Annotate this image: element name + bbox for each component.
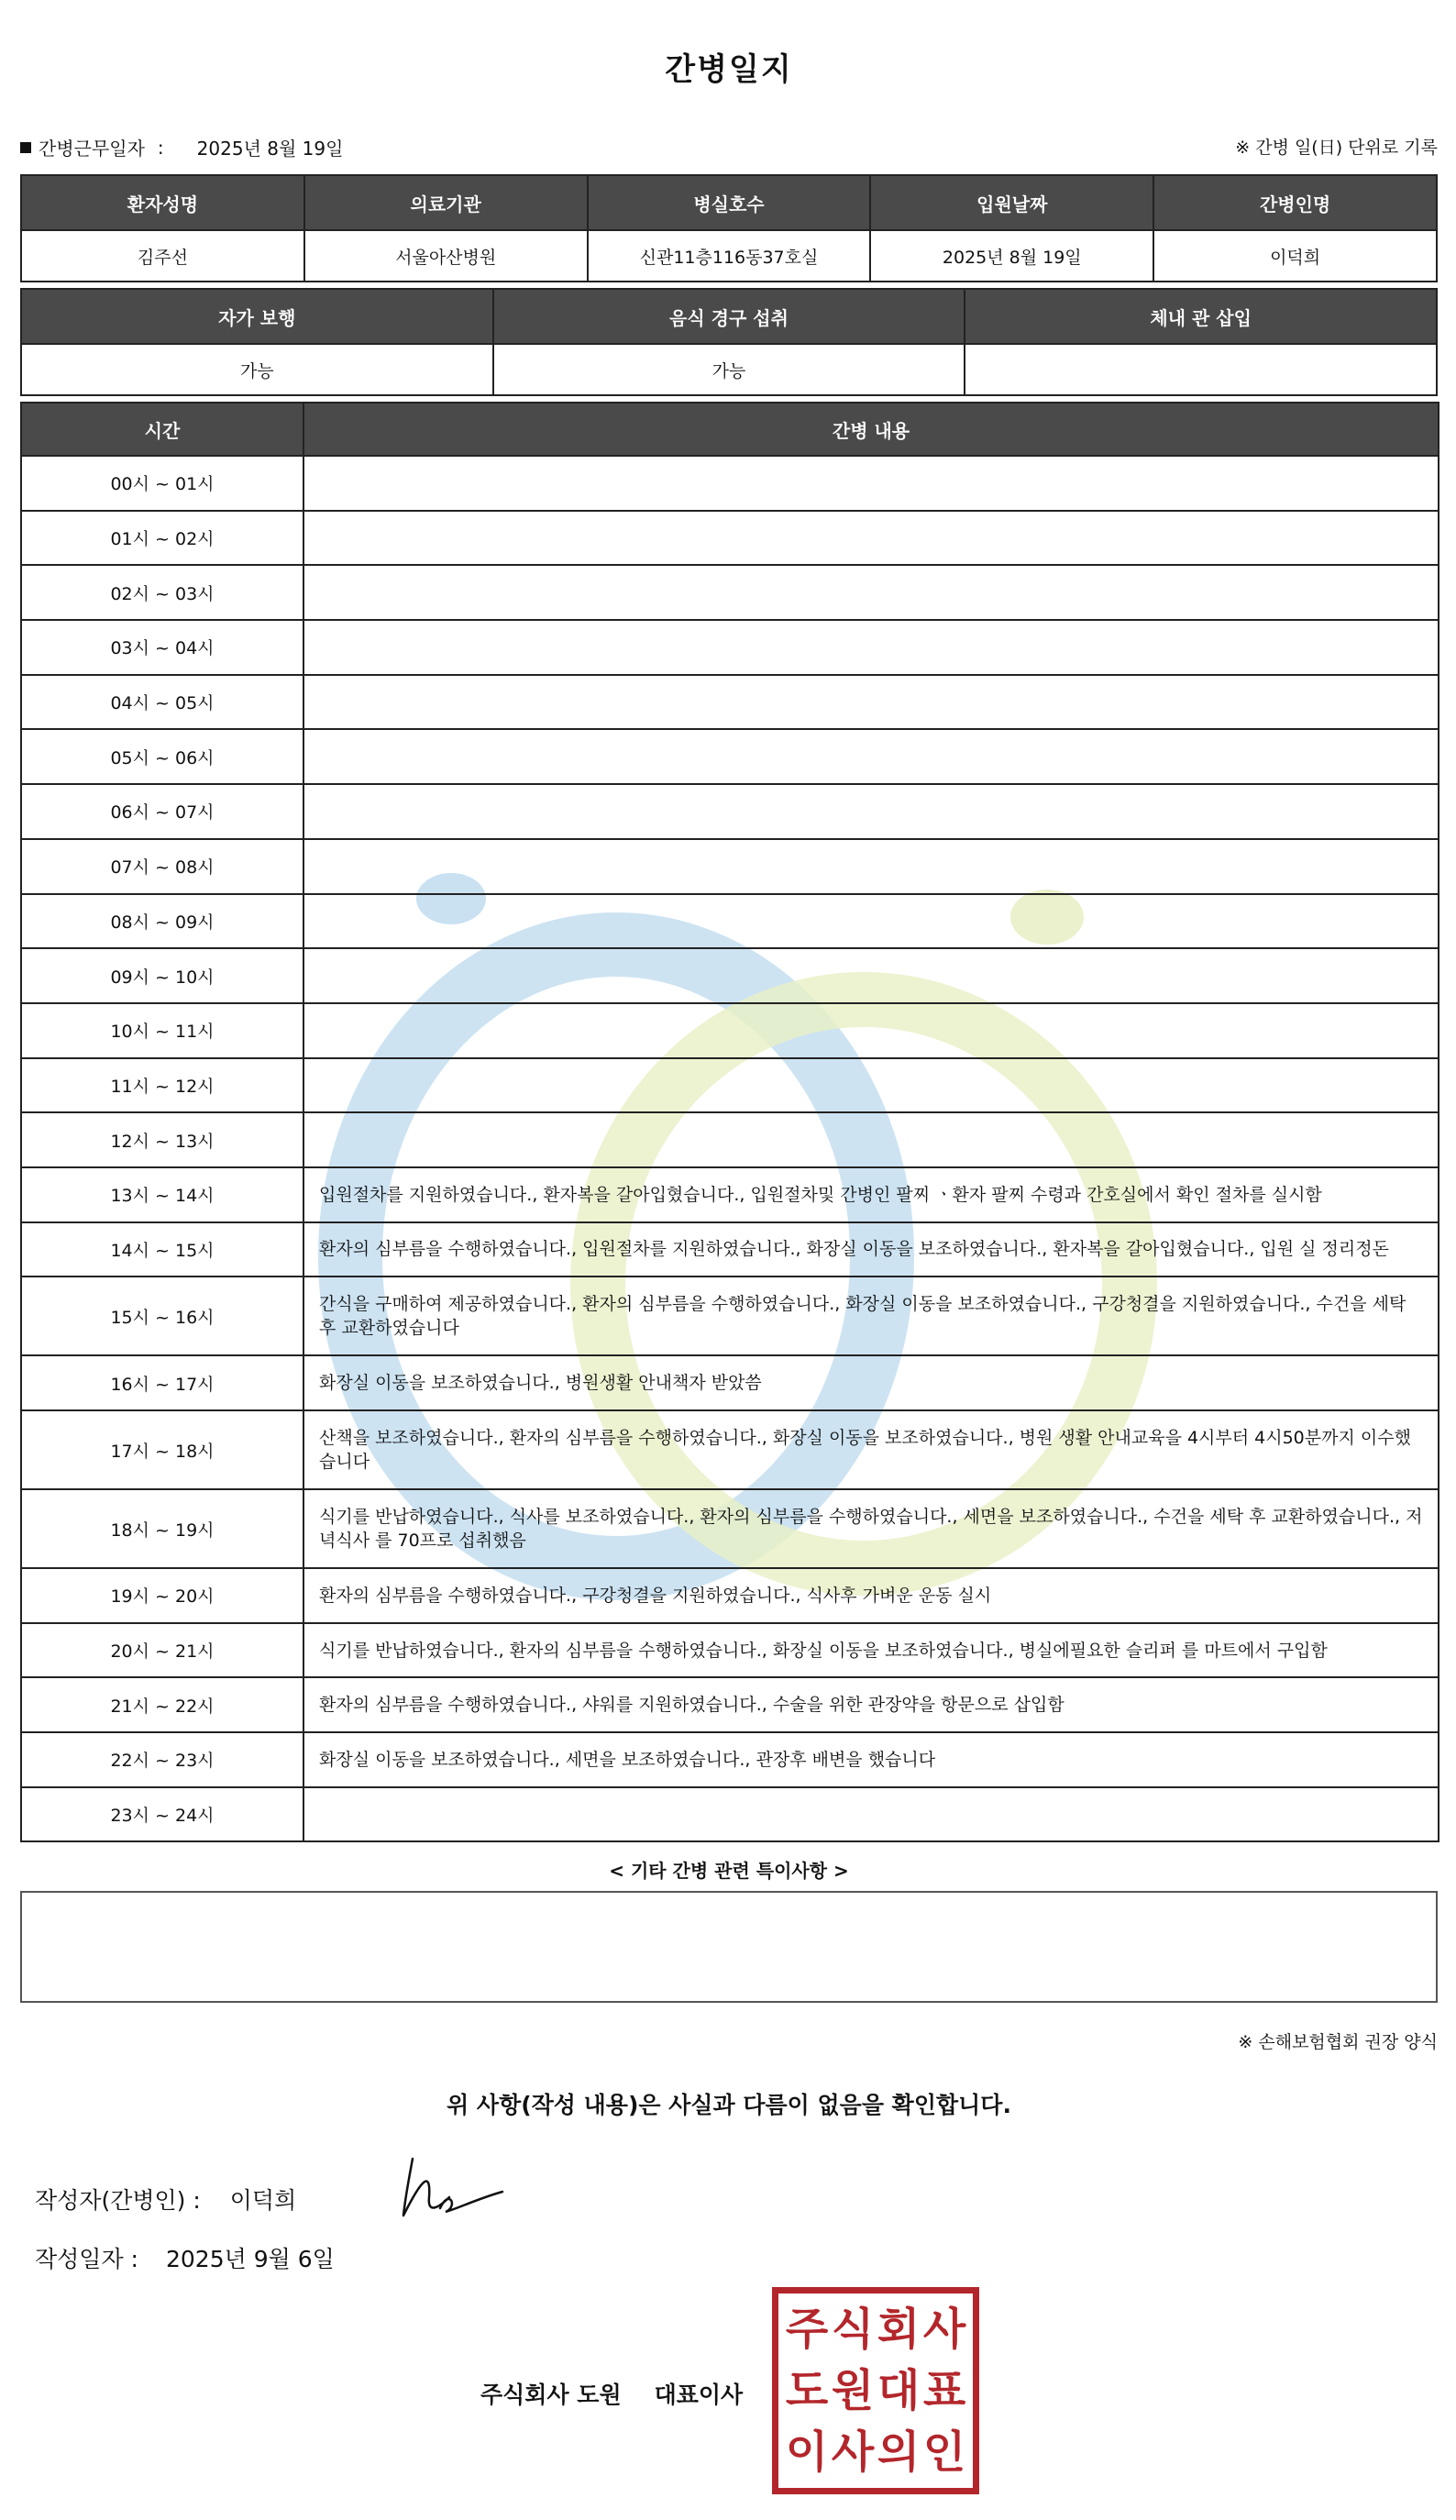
content-cell: 간식을 구매하여 제공하였습니다., 환자의 심부름을 수행하였습니다., 화장실 이동을 보조하였습니다., 구강청결을 지원하였습니다., 수건을 세탁 후 교환하였습니다: [303, 1277, 1439, 1355]
content-cell: [303, 839, 1439, 894]
time-cell: 14시 ~ 15시: [21, 1222, 303, 1277]
work-date-colon: :: [157, 136, 164, 159]
table-row: [21, 456, 1439, 511]
table-row: [21, 230, 1437, 282]
content-cell: [303, 894, 1439, 949]
patient-ability-table: [20, 288, 1438, 396]
time-cell: 13시 ~ 14시: [21, 1167, 303, 1222]
table-row: [21, 1167, 1439, 1222]
table-row: [21, 839, 1439, 894]
time-cell: 19시 ~ 20시: [21, 1568, 303, 1623]
content-cell: [303, 1112, 1439, 1167]
ceo-label: 대표이사: [654, 2382, 744, 2408]
content-cell: 산책을 보조하였습니다., 환자의 심부름을 수행하였습니다., 화장실 이동을 보조하였습니다., 병원 생활 안내교육을 4시부터 4시50분까지 이수했습니다: [303, 1410, 1439, 1489]
table-row: [21, 784, 1439, 839]
admission-date: 2025년 8월 19일: [870, 230, 1153, 282]
header-patient-name: 환자성명: [21, 175, 304, 230]
record-note: ※ 간병 일(日) 단위로 기록: [1235, 138, 1438, 158]
table-row: [21, 1222, 1439, 1277]
table-row: [21, 894, 1439, 949]
time-cell: 09시 ~ 10시: [21, 948, 303, 1003]
table-row: [21, 1623, 1439, 1678]
remarks-box: [20, 1891, 1438, 2003]
content-cell: 환자의 심부름을 수행하였습니다., 입원절차를 지원하였습니다., 화장실 이동을 보조하였습니다., 환자복을 갈아입혔습니다., 입원 실 정리정돈: [303, 1222, 1439, 1277]
header-time: 시간: [21, 403, 303, 456]
time-cell: 10시 ~ 11시: [21, 1003, 303, 1058]
content-cell: [303, 620, 1439, 675]
time-cell: 22시 ~ 23시: [21, 1732, 303, 1787]
oral-intake-value: 가능: [493, 344, 965, 395]
time-cell: 06시 ~ 07시: [21, 784, 303, 839]
seal-char: 대: [877, 2364, 921, 2416]
written-date-label: 작성일자 :: [35, 2246, 138, 2272]
content-cell: [303, 565, 1439, 620]
patient-info-table: [20, 174, 1438, 282]
time-cell: 18시 ~ 19시: [21, 1489, 303, 1568]
time-cell: 16시 ~ 17시: [21, 1355, 303, 1410]
content-cell: [303, 1787, 1439, 1842]
table-header-row: [21, 175, 1437, 230]
time-cell: 15시 ~ 16시: [21, 1277, 303, 1355]
content-cell: [303, 948, 1439, 1003]
header-oral-intake: 음식 경구 섭취: [493, 289, 965, 344]
table-row: [21, 948, 1439, 1003]
page-title: 간병일지: [665, 51, 793, 88]
seal-char: 도: [785, 2364, 829, 2416]
table-row: [21, 1410, 1439, 1489]
company-name: 주식회사 도원: [480, 2382, 622, 2408]
time-cell: 23시 ~ 24시: [21, 1787, 303, 1842]
seal-char: 의: [877, 2426, 921, 2478]
time-cell: 01시 ~ 02시: [21, 511, 303, 566]
table-header-row: [21, 289, 1437, 344]
header-tube-insertion: 체내 관 삽입: [965, 289, 1437, 344]
seal-char: 이: [785, 2426, 829, 2478]
confirmation-statement: 위 사항(작성 내용)은 사실과 다름이 없음을 확인합니다.: [447, 2092, 1011, 2118]
content-cell: [303, 1058, 1439, 1113]
content-cell: 식기를 반납하였습니다., 환자의 심부름을 수행하였습니다., 화장실 이동을 보조하였습니다., 병실에필요한 슬리퍼 를 마트에서 구입함: [303, 1623, 1439, 1678]
table-row: [21, 1568, 1439, 1623]
table-row: [21, 565, 1439, 620]
table-row: [21, 1677, 1439, 1732]
written-date-value: 2025년 9월 6일: [165, 2246, 335, 2272]
bullet-square-icon: [20, 142, 31, 153]
self-walking-value: 가능: [21, 344, 493, 395]
seal-char: 인: [922, 2426, 966, 2478]
care-log-page: [20, 0, 1438, 2520]
time-cell: 21시 ~ 22시: [21, 1677, 303, 1732]
writer-label: 작성자(간병인) :: [35, 2187, 201, 2214]
content-cell: [303, 511, 1439, 566]
time-cell: 03시 ~ 04시: [21, 620, 303, 675]
company-seal-stamp: [772, 2287, 979, 2494]
time-cell: 08시 ~ 09시: [21, 894, 303, 949]
work-date-value: 2025년 8월 19일: [196, 138, 344, 160]
header-admission-date: 입원날짜: [870, 175, 1153, 230]
content-cell: 식기를 반납하였습니다., 식사를 보조하였습니다., 환자의 심부름을 수행하였습니다., 세면을 보조하였습니다., 수건을 세탁 후 교환하였습니다., 저녁식사 를 70프로 섭취했음: [303, 1489, 1439, 1568]
written-date-row: [35, 2241, 335, 2274]
seal-char: 주: [785, 2304, 829, 2356]
content-cell: 입원절차를 지원하였습니다., 환자복을 갈아입혔습니다., 입원절차및 간병인 팔찌 ㆍ환자 팔찌 수령과 간호실에서 확인 절차를 실시함: [303, 1167, 1439, 1222]
time-cell: 02시 ~ 03시: [21, 565, 303, 620]
work-date-row: [20, 134, 343, 160]
table-row: [21, 1112, 1439, 1167]
table-row: [21, 729, 1439, 784]
content-cell: [303, 729, 1439, 784]
time-cell: 11시 ~ 12시: [21, 1058, 303, 1113]
content-cell: [303, 675, 1439, 730]
time-cell: 17시 ~ 18시: [21, 1410, 303, 1489]
header-room: 병실호수: [588, 175, 871, 230]
room-number: 신관11층116동37호실: [588, 230, 871, 282]
time-cell: 00시 ~ 01시: [21, 456, 303, 511]
content-cell: 환자의 심부름을 수행하였습니다., 샤워를 지원하였습니다., 수술을 위한 관장약을 항문으로 삽입함: [303, 1677, 1439, 1732]
remarks-title: < 기타 간병 관련 특이사항 >: [609, 1860, 849, 1882]
table-header-row: [21, 403, 1439, 456]
table-row: [21, 1355, 1439, 1410]
content-cell: [303, 1003, 1439, 1058]
content-cell: [303, 456, 1439, 511]
form-source-note: ※ 손해보험협회 권장 양식: [1238, 2032, 1438, 2052]
time-cell: 07시 ~ 08시: [21, 839, 303, 894]
caregiver-name: 이덕희: [1153, 230, 1437, 282]
table-row: [21, 1489, 1439, 1568]
seal-char: 회: [877, 2304, 921, 2356]
seal-char: 식: [831, 2304, 875, 2356]
header-hospital: 의료기관: [304, 175, 588, 230]
hospital-name: 서울아산병원: [304, 230, 588, 282]
table-row: [21, 620, 1439, 675]
header-caregiver-name: 간병인명: [1153, 175, 1437, 230]
seal-char: 표: [922, 2364, 966, 2416]
header-care-content: 간병 내용: [303, 403, 1439, 456]
writer-row: [35, 2183, 296, 2216]
table-row: [21, 1003, 1439, 1058]
content-cell: 화장실 이동을 보조하였습니다., 병원생활 안내책자 받았씀: [303, 1355, 1439, 1410]
handwritten-signature: [385, 2151, 504, 2225]
content-cell: 화장실 이동을 보조하였습니다., 세면을 보조하였습니다., 관장후 배변을 했습니다: [303, 1732, 1439, 1787]
time-cell: 12시 ~ 13시: [21, 1112, 303, 1167]
table-row: [21, 675, 1439, 730]
time-cell: 05시 ~ 06시: [21, 729, 303, 784]
writer-name: 이덕희: [229, 2187, 297, 2214]
table-row: [21, 1732, 1439, 1787]
patient-name: 김주선: [21, 230, 304, 282]
seal-char: 사: [831, 2426, 875, 2478]
time-cell: 20시 ~ 21시: [21, 1623, 303, 1678]
company-row: [480, 2377, 743, 2410]
hourly-care-log-table: [20, 402, 1439, 1842]
seal-char: 사: [922, 2304, 966, 2356]
work-date-label: 간병근무일자: [39, 138, 145, 160]
table-row: [21, 511, 1439, 566]
content-cell: [303, 784, 1439, 839]
time-cell: 04시 ~ 05시: [21, 675, 303, 730]
table-row: [21, 344, 1437, 395]
content-cell: 환자의 심부름을 수행하였습니다., 구강청결을 지원하였습니다., 식사후 가벼운 운동 실시: [303, 1568, 1439, 1623]
header-self-walking: 자가 보행: [21, 289, 493, 344]
table-row: [21, 1058, 1439, 1113]
table-row: [21, 1787, 1439, 1842]
tube-insertion-value: [965, 344, 1437, 395]
seal-char: 원: [831, 2364, 875, 2416]
table-row: [21, 1277, 1439, 1355]
